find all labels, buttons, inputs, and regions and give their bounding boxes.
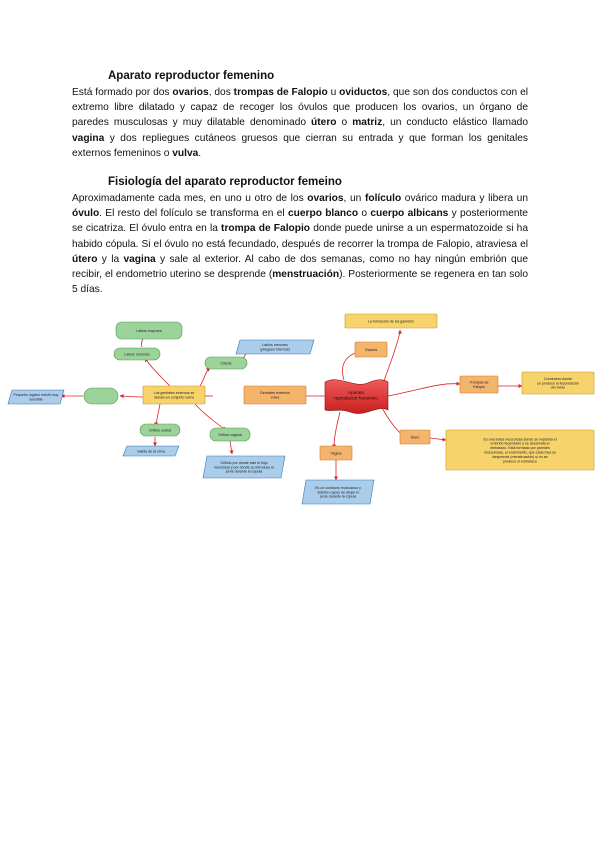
- map-node-label: Es una bolsa musculosa donde se implanta el embrión fecundado y se desarrolla el embarazo. Está formado por paredes musculosas, el endometrio, que cada mes se desprende (menstruación) si no se produce el embarazo: [483, 437, 557, 464]
- map-node-g-pequenos: [114, 348, 160, 360]
- concept-map: [0, 300, 600, 530]
- map-node-orificio-uretral-desc: [123, 446, 179, 456]
- map-node-label: Salida de la orina: [137, 449, 165, 454]
- map-node-label: Labios mayores: [136, 328, 162, 333]
- section1-paragraph: Está formado por dos ovarios, dos trompas de Falopio u oviductos, que son dos conductos con el extremo libre dilatado y capaz de recoger los óvulos que producen los ovarios, un órgano de paredes musculosas y muy dilatable denominado útero o matriz, un conducto elástico llamado vagina y dos repliegues cutáneos gruesos que cierran su entrada y que forman los genitales externos femeninos o vulva.: [72, 87, 529, 159]
- map-node-clitoris: [205, 357, 247, 369]
- map-node-label: Útero: [410, 435, 420, 440]
- map-node-label: La formación de los gametos: [367, 319, 415, 324]
- map-node-label: Clítoris: [220, 361, 232, 366]
- map-node-vulva-right: [244, 386, 306, 404]
- connector-bubble: [84, 388, 118, 404]
- center-node: [325, 380, 388, 414]
- map-node-label: Orificio uretral: [148, 428, 172, 433]
- map-node-label: Trompas de Falopio: [469, 380, 489, 389]
- map-node-label: Los genitales externos se llaman en conjunto vulva: [153, 391, 195, 400]
- map-node-label: Es un conducto musculoso y elástico capaz de alojar el pene durante la cópula: [315, 485, 361, 499]
- map-node-orificio-vaginal-desc: [203, 456, 285, 478]
- section2-paragraph: Aproximadamente cada mes, en uno u otro de los ovarios, un folículo ovárico madura y libera un óvulo. El resto del folículo se transforma en el cuerpo blanco o cuerpo albicans y posteriormente se cicatriza. El óvulo entra en la trompa de Falopio donde puede unirse a un espermatozoide si ha habido cópula. Si el óvulo no está fecundado, después de recorrer la trompa de Falopio, atraviesa el útero y la vagina y sale al exterior. Al cabo de dos semanas, como no hay ningún embrión que recibir, el endometrio uterino se desprende (menstruación). Posteriormente se regenera en tan solo 5 días.: [72, 193, 529, 296]
- map-node-label: Conductos donde se produce la fecundación del óvulo: [537, 376, 579, 390]
- map-node-trompas-desc: [522, 372, 594, 394]
- center-node-label: Aparato reproductor femenino: [334, 390, 378, 401]
- map-node-label: Labios menores: [124, 352, 150, 357]
- map-node-ovarios: [355, 342, 387, 357]
- map-node-orificio-vaginal: [210, 428, 250, 441]
- map-node-genitales: [143, 386, 205, 404]
- map-node-g-pequenos-desc: [236, 340, 314, 354]
- section2-title: Fisiología del aparato reproductor femeino: [108, 176, 342, 188]
- section1-title: Aparato reproductor femenino: [108, 70, 275, 82]
- map-node-label: Orificio por donde sale el flujo menstrual y por donde se introduce el pene durante la cópula: [213, 460, 275, 474]
- map-node-label: Orificio vaginal: [218, 432, 242, 437]
- map-node-formacion: [345, 314, 437, 328]
- map-node-utero-desc: [446, 430, 594, 470]
- map-node-vagina-desc: [302, 480, 374, 504]
- map-node-label: Ovarios: [364, 347, 378, 352]
- map-node-label: Labios menores (pliegues internos): [260, 343, 290, 352]
- map-node-label: Pequeño órgano eréctil muy sensible: [13, 393, 59, 402]
- map-node-label: Vagina: [330, 451, 342, 456]
- map-node-clitoris-desc: [8, 390, 64, 404]
- map-node-utero: [400, 430, 430, 444]
- map-node-labios: [116, 322, 182, 339]
- map-node-trompas: [460, 376, 498, 393]
- map-node-vagina: [320, 446, 352, 460]
- map-node-orificio-uretral: [140, 424, 180, 436]
- map-node-label: Genitales externos vulva: [260, 391, 290, 400]
